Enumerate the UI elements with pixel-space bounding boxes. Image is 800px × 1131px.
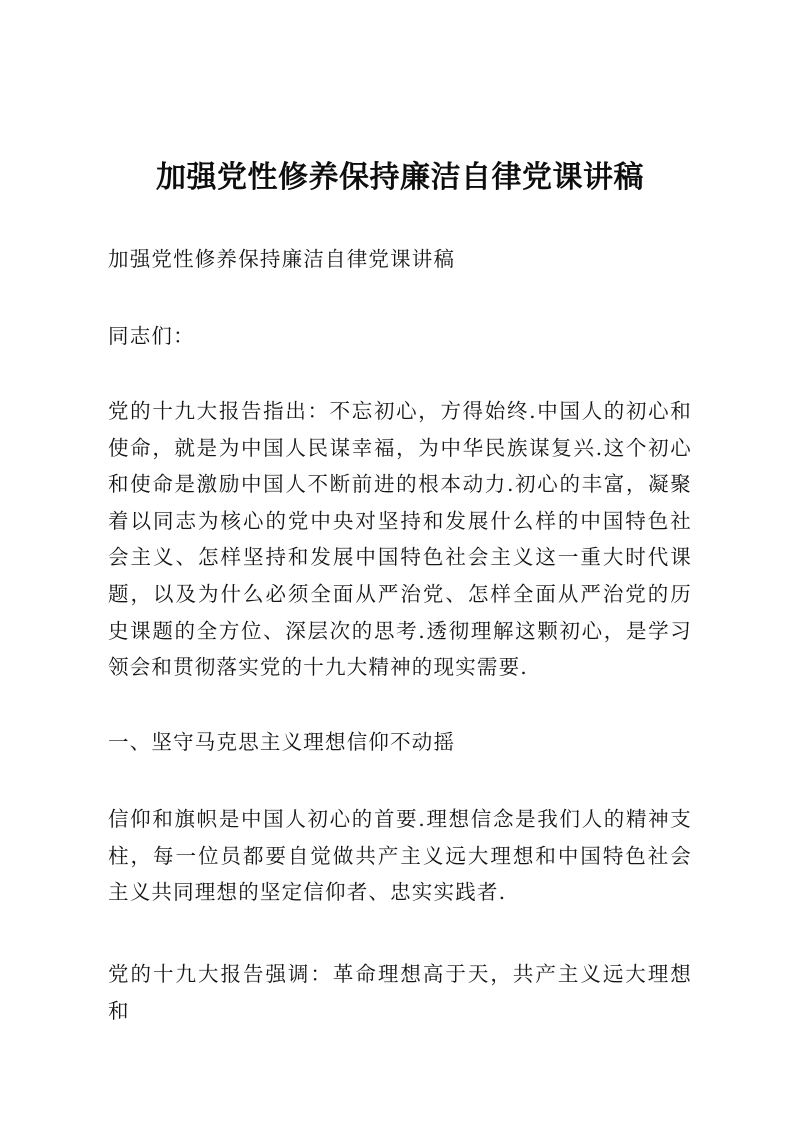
section-heading-1: 一、坚守马克思主义理想信仰不动摇 — [108, 730, 456, 754]
document-title: 加强党性修养保持廉洁自律党课讲稿 — [156, 160, 644, 195]
body-paragraph-3: 党的十九大报告强调：革命理想高于天，共产主义远大理想和 — [108, 962, 692, 1023]
greeting-text: 同志们： — [108, 324, 195, 348]
body-paragraph-2: 信仰和旗帜是中国人初心的首要.理想信念是我们人的精神支柱，每一位员都要自觉做共产主义远大理想和中国特色社会主义共同理想的坚定信仰者、忠实实践者. — [108, 807, 692, 905]
body-paragraph-1: 党的十九大报告指出：不忘初心，方得始终.中国人的初心和使命，就是为中国人民谋幸福，为中华民族谋复兴.这个初心和使命是激励中国人不断前进的根本动力.初心的丰富，凝聚着以同志为核心的党中央对坚持和发展什么样的中国特色社会主义、怎样坚持和发展中国特色社会主义这一重大时代课题，以及为什么必须全面从严治党、怎样全面从严治党的历史课题的全方位、深层次的思考.透彻理解这颗初心，是学习领会和贯彻落实党的十九大精神的现实需要. — [108, 399, 692, 680]
document-subtitle: 加强党性修养保持廉洁自律党课讲稿 — [108, 247, 456, 271]
